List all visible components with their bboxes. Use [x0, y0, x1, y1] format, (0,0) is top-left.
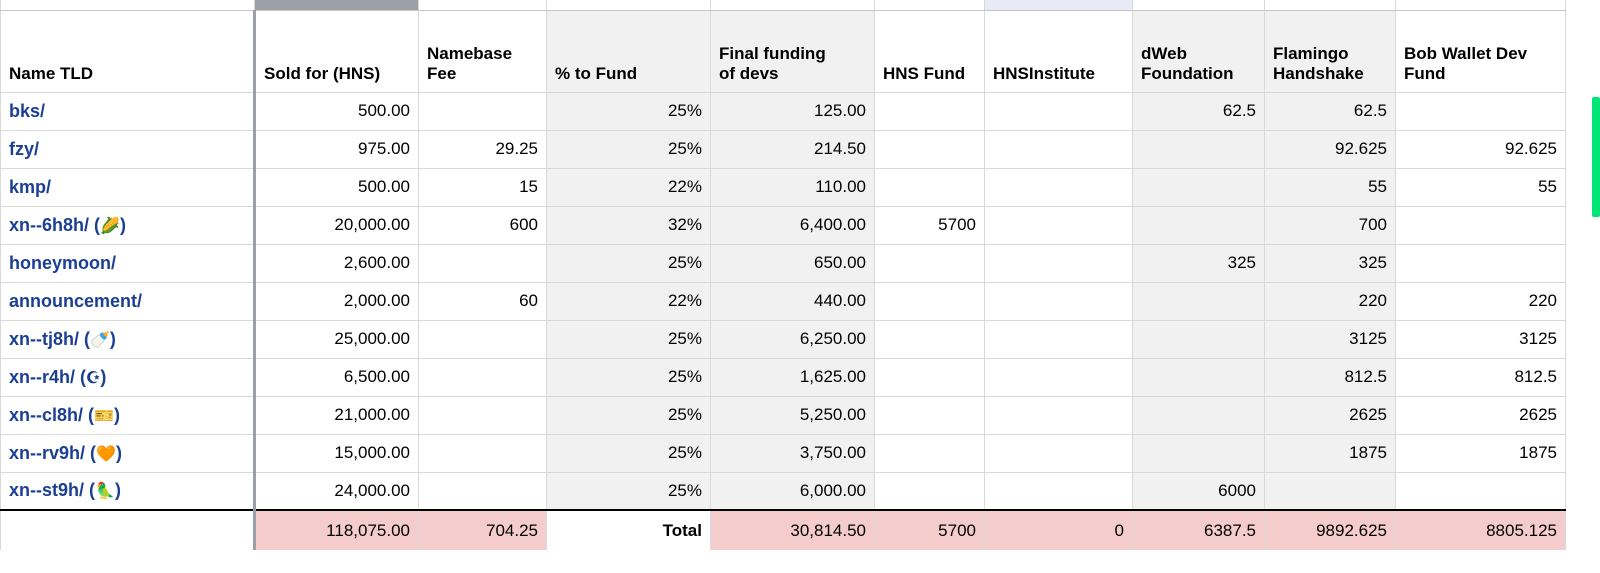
- cell-namebase-fee[interactable]: 29.25: [419, 130, 547, 168]
- frozen-row-strip: [1, 0, 1566, 10]
- cell-hns-fund[interactable]: [875, 92, 985, 130]
- total-flamingo[interactable]: 9892.625: [1265, 510, 1396, 550]
- right-gutter: [1587, 0, 1600, 573]
- cell-bob[interactable]: 2625: [1396, 396, 1566, 434]
- tld-label: honeymoon/: [9, 252, 116, 273]
- cell-dweb[interactable]: [1133, 206, 1265, 244]
- cell-flamingo[interactable]: 2625: [1265, 396, 1396, 434]
- cell-tld[interactable]: [1, 358, 255, 396]
- cell-pct-to-fund[interactable]: 25%: [547, 320, 711, 358]
- cell-pct-to-fund[interactable]: 22%: [547, 282, 711, 320]
- cell-tld[interactable]: [1, 396, 255, 434]
- total-namebase-fee[interactable]: 704.25: [419, 510, 547, 550]
- cell-sold-for[interactable]: 6,500.00: [255, 358, 419, 396]
- cell-final-funding[interactable]: 3,750.00: [711, 434, 875, 472]
- cell-hns-institute[interactable]: [985, 206, 1133, 244]
- cell-pct-to-fund[interactable]: 25%: [547, 130, 711, 168]
- cell-final-funding[interactable]: 125.00: [711, 92, 875, 130]
- cell-flamingo[interactable]: 220: [1265, 282, 1396, 320]
- tld-label: xn--6h8h/ (: [9, 214, 101, 235]
- cell-hns-fund[interactable]: 5700: [875, 206, 985, 244]
- header-sold-for-label: Sold for (HNS): [264, 63, 381, 83]
- cell-hns-institute[interactable]: [985, 282, 1133, 320]
- cell-dweb[interactable]: 62.5: [1133, 92, 1265, 130]
- table-row: [1, 472, 1566, 510]
- cell-namebase-fee[interactable]: [419, 434, 547, 472]
- tld-emoji-icon: 🧡: [96, 445, 116, 463]
- header-hns-institute[interactable]: [985, 10, 1133, 92]
- cell-sold-for[interactable]: 2,600.00: [255, 244, 419, 282]
- header-hns-institute-label: HNSInstitute: [993, 63, 1095, 83]
- cell-tld[interactable]: [1, 472, 255, 510]
- cell-hns-institute[interactable]: [985, 358, 1133, 396]
- cell-flamingo[interactable]: 55: [1265, 168, 1396, 206]
- cell-sold-for[interactable]: 24,000.00: [255, 472, 419, 510]
- cell-final-funding[interactable]: 650.00: [711, 244, 875, 282]
- cell-hns-fund[interactable]: [875, 168, 985, 206]
- cell-dweb[interactable]: [1133, 320, 1265, 358]
- cell-dweb[interactable]: [1133, 358, 1265, 396]
- cell-sold-for[interactable]: 21,000.00: [255, 396, 419, 434]
- cell-tld[interactable]: [1, 320, 255, 358]
- header-final-funding-line2: of devs: [719, 63, 779, 83]
- header-bob-wallet-dev-fund[interactable]: [1396, 10, 1566, 92]
- header-dweb-line2: Foundation: [1141, 63, 1234, 83]
- tld-label: xn--st9h/ (: [9, 480, 96, 501]
- total-sold-for[interactable]: 118,075.00: [255, 510, 419, 550]
- tld-emoji-icon: 🎫: [94, 407, 114, 425]
- cell-tld[interactable]: [1, 130, 255, 168]
- tld-suffix: ): [119, 214, 126, 235]
- cell-bob[interactable]: [1396, 92, 1566, 130]
- cell-tld[interactable]: [1, 282, 255, 320]
- total-bob[interactable]: 8805.125: [1396, 510, 1566, 550]
- cell-flamingo[interactable]: 3125: [1265, 320, 1396, 358]
- cell-final-funding[interactable]: 110.00: [711, 168, 875, 206]
- cell-final-funding[interactable]: 6,000.00: [711, 472, 875, 510]
- tld-emoji-icon: 🌽: [100, 217, 120, 235]
- tld-label: kmp/: [9, 176, 52, 197]
- cell-hns-institute[interactable]: [985, 396, 1133, 434]
- cell-bob[interactable]: 220: [1396, 282, 1566, 320]
- cell-hns-fund[interactable]: [875, 244, 985, 282]
- strip-cell-sold: [255, 0, 419, 10]
- total-hns-institute[interactable]: 0: [985, 510, 1133, 550]
- tld-suffix: ): [100, 366, 107, 387]
- table-row: [1, 92, 1566, 130]
- cell-final-funding[interactable]: 5,250.00: [711, 396, 875, 434]
- cell-hns-fund[interactable]: [875, 358, 985, 396]
- header-namebase-fee[interactable]: [419, 10, 547, 92]
- tld-label: bks/: [9, 100, 46, 121]
- cell-namebase-fee[interactable]: 15: [419, 168, 547, 206]
- cell-namebase-fee[interactable]: [419, 92, 547, 130]
- tld-label: xn--r4h/ (: [9, 366, 87, 387]
- header-final-funding-line1: Final funding: [719, 43, 826, 63]
- cell-flamingo[interactable]: 92.625: [1265, 130, 1396, 168]
- cell-pct-to-fund[interactable]: 25%: [547, 396, 711, 434]
- total-hns-fund[interactable]: 5700: [875, 510, 985, 550]
- header-namebase-fee-line1: Namebase: [427, 43, 513, 63]
- cell-hns-fund[interactable]: [875, 472, 985, 510]
- header-pct-to-fund-label: % to Fund: [555, 63, 638, 83]
- tld-suffix: ): [113, 404, 120, 425]
- header-dweb-line1: dWeb: [1141, 43, 1187, 63]
- cell-flamingo[interactable]: 325: [1265, 244, 1396, 282]
- table-row: [1, 434, 1566, 472]
- cell-bob[interactable]: [1396, 472, 1566, 510]
- tld-label: xn--rv9h/ (: [9, 442, 97, 463]
- table-row: [1, 396, 1566, 434]
- header-hns-fund-label: HNS Fund: [883, 63, 966, 83]
- header-flamingo-handshake[interactable]: [1265, 10, 1396, 92]
- cell-sold-for[interactable]: 500.00: [255, 92, 419, 130]
- tld-emoji-icon: ☪: [86, 369, 101, 387]
- tld-label: xn--tj8h/ (: [9, 328, 90, 349]
- header-name-tld[interactable]: [1, 10, 255, 92]
- total-final-funding[interactable]: 30,814.50: [711, 510, 875, 550]
- cell-namebase-fee[interactable]: [419, 358, 547, 396]
- cell-tld[interactable]: [1, 244, 255, 282]
- header-pct-to-fund[interactable]: [547, 10, 711, 92]
- header-flamingo-line2: Handshake: [1273, 63, 1364, 83]
- table-row: [1, 282, 1566, 320]
- header-sold-for[interactable]: [255, 10, 419, 92]
- cell-hns-institute[interactable]: [985, 244, 1133, 282]
- total-dweb[interactable]: 6387.5: [1133, 510, 1265, 550]
- table-header-row: [1, 10, 1566, 92]
- cell-dweb[interactable]: 325: [1133, 244, 1265, 282]
- header-dweb-foundation[interactable]: [1133, 10, 1265, 92]
- strip-cell-pct: [547, 0, 711, 10]
- cell-flamingo[interactable]: 700: [1265, 206, 1396, 244]
- tld-emoji-icon: 🍼: [90, 331, 110, 349]
- cell-dweb[interactable]: [1133, 282, 1265, 320]
- table-body: [1, 92, 1566, 510]
- table-row: [1, 168, 1566, 206]
- cell-pct-to-fund[interactable]: 25%: [547, 472, 711, 510]
- cell-pct-to-fund[interactable]: 32%: [547, 206, 711, 244]
- cell-tld[interactable]: [1, 434, 255, 472]
- cell-bob[interactable]: 1875: [1396, 434, 1566, 472]
- cell-final-funding[interactable]: 6,400.00: [711, 206, 875, 244]
- cell-hns-institute[interactable]: [985, 168, 1133, 206]
- strip-cell-bob: [1396, 0, 1566, 10]
- table-row: [1, 320, 1566, 358]
- cell-bob[interactable]: [1396, 244, 1566, 282]
- strip-cell-dweb: [1133, 0, 1265, 10]
- cell-sold-for[interactable]: 25,000.00: [255, 320, 419, 358]
- tld-suffix: ): [114, 480, 121, 501]
- cell-namebase-fee[interactable]: 600: [419, 206, 547, 244]
- tld-label: fzy/: [9, 138, 40, 159]
- tld-label: xn--cl8h/ (: [9, 404, 95, 425]
- scroll-position-indicator[interactable]: [1592, 97, 1600, 217]
- cell-bob[interactable]: 3125: [1396, 320, 1566, 358]
- header-hns-fund[interactable]: [875, 10, 985, 92]
- cell-namebase-fee[interactable]: [419, 320, 547, 358]
- total-blank-cell[interactable]: [1, 510, 255, 550]
- table-row: [1, 358, 1566, 396]
- cell-bob[interactable]: 55: [1396, 168, 1566, 206]
- cell-pct-to-fund[interactable]: 25%: [547, 358, 711, 396]
- cell-final-funding[interactable]: 6,250.00: [711, 320, 875, 358]
- cell-bob[interactable]: 92.625: [1396, 130, 1566, 168]
- cell-dweb[interactable]: 6000: [1133, 472, 1265, 510]
- cell-bob[interactable]: 812.5: [1396, 358, 1566, 396]
- total-label[interactable]: Total: [547, 510, 711, 550]
- cell-dweb[interactable]: [1133, 130, 1265, 168]
- cell-flamingo[interactable]: 62.5: [1265, 92, 1396, 130]
- cell-namebase-fee[interactable]: [419, 244, 547, 282]
- tld-label: announcement/: [9, 290, 143, 311]
- cell-pct-to-fund[interactable]: 22%: [547, 168, 711, 206]
- cell-hns-fund[interactable]: [875, 396, 985, 434]
- cell-dweb[interactable]: [1133, 168, 1265, 206]
- table-row: [1, 244, 1566, 282]
- cell-bob[interactable]: [1396, 206, 1566, 244]
- strip-cell-name: [1, 0, 255, 10]
- cell-hns-institute[interactable]: [985, 434, 1133, 472]
- cell-hns-institute[interactable]: [985, 320, 1133, 358]
- cell-sold-for[interactable]: 2,000.00: [255, 282, 419, 320]
- cell-sold-for[interactable]: 975.00: [255, 130, 419, 168]
- strip-cell-hnsfund: [875, 0, 985, 10]
- cell-final-funding[interactable]: 440.00: [711, 282, 875, 320]
- strip-cell-hnsinst: [985, 0, 1133, 10]
- cell-pct-to-fund[interactable]: 25%: [547, 244, 711, 282]
- cell-sold-for[interactable]: 20,000.00: [255, 206, 419, 244]
- table-row: [1, 130, 1566, 168]
- cell-pct-to-fund[interactable]: 25%: [547, 92, 711, 130]
- strip-cell-flamingo: [1265, 0, 1396, 10]
- header-final-funding[interactable]: [711, 10, 875, 92]
- cell-sold-for[interactable]: 500.00: [255, 168, 419, 206]
- tld-emoji-icon: 🦜: [95, 483, 115, 501]
- cell-tld[interactable]: [1, 92, 255, 130]
- cell-hns-fund[interactable]: [875, 320, 985, 358]
- header-namebase-fee-line2: Fee: [427, 63, 457, 83]
- header-bob-line1: Bob Wallet Dev: [1404, 43, 1528, 63]
- cell-hns-institute[interactable]: [985, 472, 1133, 510]
- strip-cell-namebase: [419, 0, 547, 10]
- tld-suffix: ): [115, 442, 122, 463]
- cell-tld[interactable]: [1, 168, 255, 206]
- header-name-tld-label: Name TLD: [9, 63, 94, 83]
- cell-tld[interactable]: [1, 206, 255, 244]
- tld-suffix: ): [109, 328, 116, 349]
- cell-hns-fund[interactable]: [875, 434, 985, 472]
- cell-namebase-fee[interactable]: 60: [419, 282, 547, 320]
- cell-flamingo[interactable]: [1265, 472, 1396, 510]
- table-row: [1, 206, 1566, 244]
- cell-hns-institute[interactable]: [985, 92, 1133, 130]
- cell-pct-to-fund[interactable]: 25%: [547, 434, 711, 472]
- cell-hns-fund[interactable]: [875, 282, 985, 320]
- header-flamingo-line1: Flamingo: [1273, 43, 1349, 63]
- header-bob-line2: Fund: [1404, 63, 1446, 83]
- total-row: [1, 510, 1566, 550]
- cell-namebase-fee[interactable]: [419, 396, 547, 434]
- cell-dweb[interactable]: [1133, 396, 1265, 434]
- cell-dweb[interactable]: [1133, 434, 1265, 472]
- cell-namebase-fee[interactable]: [419, 472, 547, 510]
- cell-hns-institute[interactable]: [985, 130, 1133, 168]
- cell-final-funding[interactable]: 1,625.00: [711, 358, 875, 396]
- cell-final-funding[interactable]: 214.50: [711, 130, 875, 168]
- cell-sold-for[interactable]: 15,000.00: [255, 434, 419, 472]
- cell-flamingo[interactable]: 812.5: [1265, 358, 1396, 396]
- strip-cell-final: [711, 0, 875, 10]
- cell-hns-fund[interactable]: [875, 130, 985, 168]
- cell-flamingo[interactable]: 1875: [1265, 434, 1396, 472]
